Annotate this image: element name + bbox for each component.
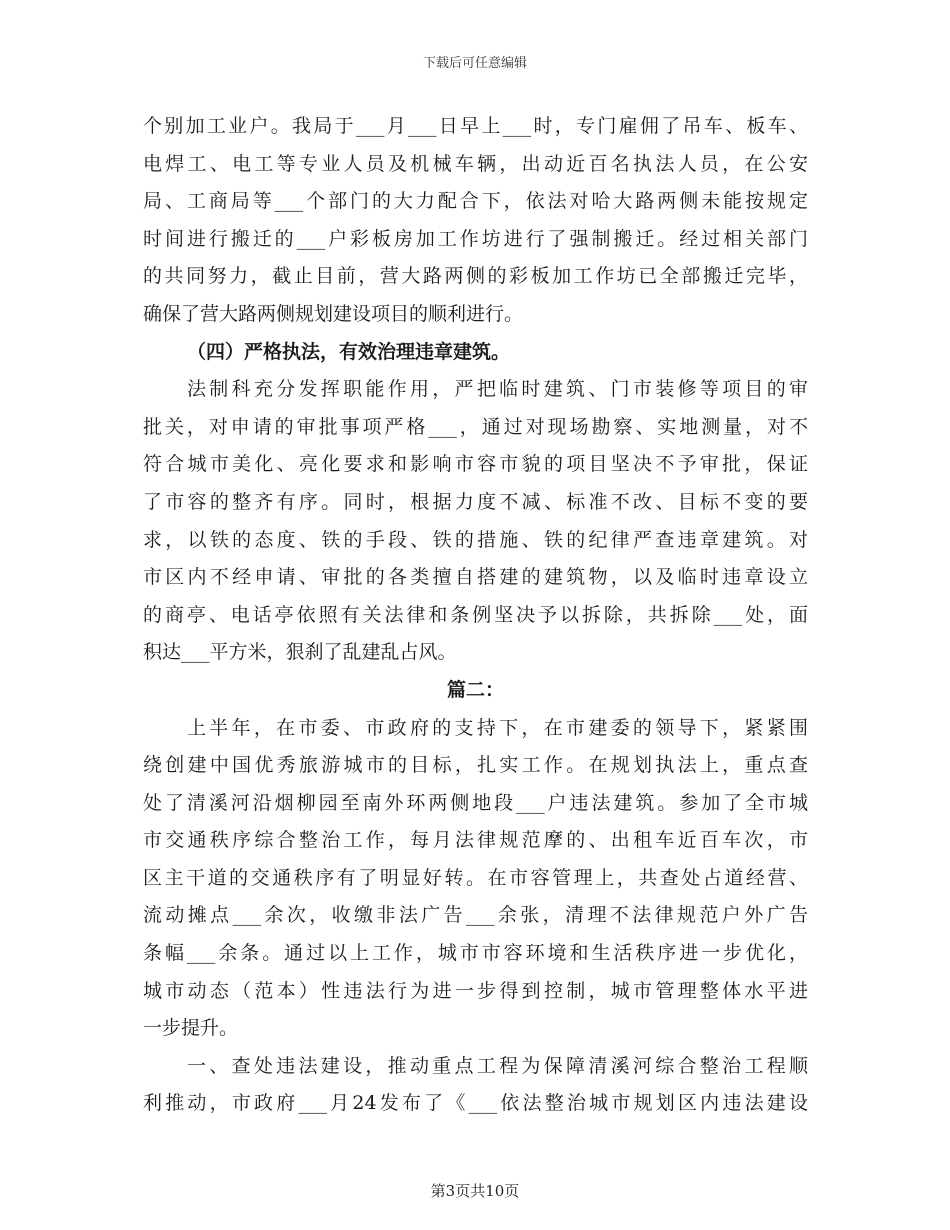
text-line: 积达___平方米，狠刹了乱建乱占风。: [143, 641, 457, 664]
text-line: 个别加工业户。我局于___月___日早上___时，专门雇佣了吊车、板车、: [143, 115, 808, 137]
text-line: 时间进行搬迁的___户彩板房加工作坊进行了强制搬迁。经过相关部门: [143, 227, 808, 250]
text-line: 法制科充分发挥职能作用，严把临时建筑、门市装修等项目的审: [187, 378, 808, 401]
text-line: 绕创建中国优秀旅游城市的目标，扎实工作。在规划执法上，重点查: [143, 754, 808, 777]
text-line: 上半年，在市委、市政府的支持下，在市建委的领导下，紧紧围: [187, 716, 808, 739]
text-line: 一步提升。: [143, 1017, 239, 1040]
text-line: 求，以铁的态度、铁的手段、铁的措施、铁的纪律严查违章建筑。对: [143, 528, 808, 551]
text-line: 的商亭、电话亭依照有关法律和条例坚决予以拆除，共拆除___处，面: [143, 603, 808, 626]
text-line: 符合城市美化、亮化要求和影响市容市貌的项目坚决不予审批，保证: [143, 453, 808, 476]
paragraph: [143, 108, 808, 334]
text-line: 批关，对申请的审批事项严格___，通过对现场勘察、实地测量，对不: [143, 415, 808, 438]
page-footer: 第3页共10页: [430, 1182, 520, 1200]
text-line: 一、查处违法建设，推动重点工程为保障清溪河综合整治工程顺: [187, 1054, 808, 1077]
paragraph: [143, 371, 808, 672]
text-line: 利推动，市政府___月24发布了《___依法整治城市规划区内违法建设: [143, 1092, 808, 1115]
text-line: 城市动态（范本）性违法行为进一步得到控制，城市管理整体水平进: [143, 979, 808, 1002]
text-line: 确保了营大路两侧规划建设项目的顺利进行。: [143, 302, 524, 325]
paragraph: [143, 1048, 808, 1123]
document-body: [143, 108, 808, 1123]
text-line: 处了清溪河沿烟柳园至南外环两侧地段___户违法建筑。参加了全市城: [143, 791, 808, 814]
text-line: 市区内不经申请、审批的各类擅自搭建的建筑物，以及临时违章设立: [143, 566, 808, 589]
text-line: 电焊工、电工等专业人员及机械车辆，出动近百名执法人员，在公安: [143, 152, 808, 175]
text-line: 条幅___余条。通过以上工作，城市市容环境和生活秩序进一步优化，: [143, 942, 808, 965]
page-header: 下载后可任意编辑: [422, 56, 527, 71]
text-line: 流动摊点___余次，收缴非法广告___余张，清理不法律规范户外广告: [143, 904, 808, 927]
text-line: 市交通秩序综合整治工作，每月法律规范摩的、出租车近百车次，市: [143, 829, 808, 852]
section-title: 篇二：: [446, 678, 504, 701]
paragraph: [143, 710, 808, 1048]
text-line: 的共同努力，截止目前，营大路两侧的彩板加工作坊已全部搬迁完毕，: [143, 265, 808, 288]
text-line: 了市容的整齐有序。同时，根据力度不减、标准不改、目标不变的要: [143, 490, 808, 513]
text-line: 区主干道的交通秩序有了明显好转。在市容管理上，共查处占道经营、: [143, 866, 808, 889]
section-heading: （四）严格执法，有效治理违章建筑。: [187, 340, 511, 363]
text-line: 局、工商局等___个部门的大力配合下，依法对哈大路两侧未能按规定: [143, 190, 808, 213]
